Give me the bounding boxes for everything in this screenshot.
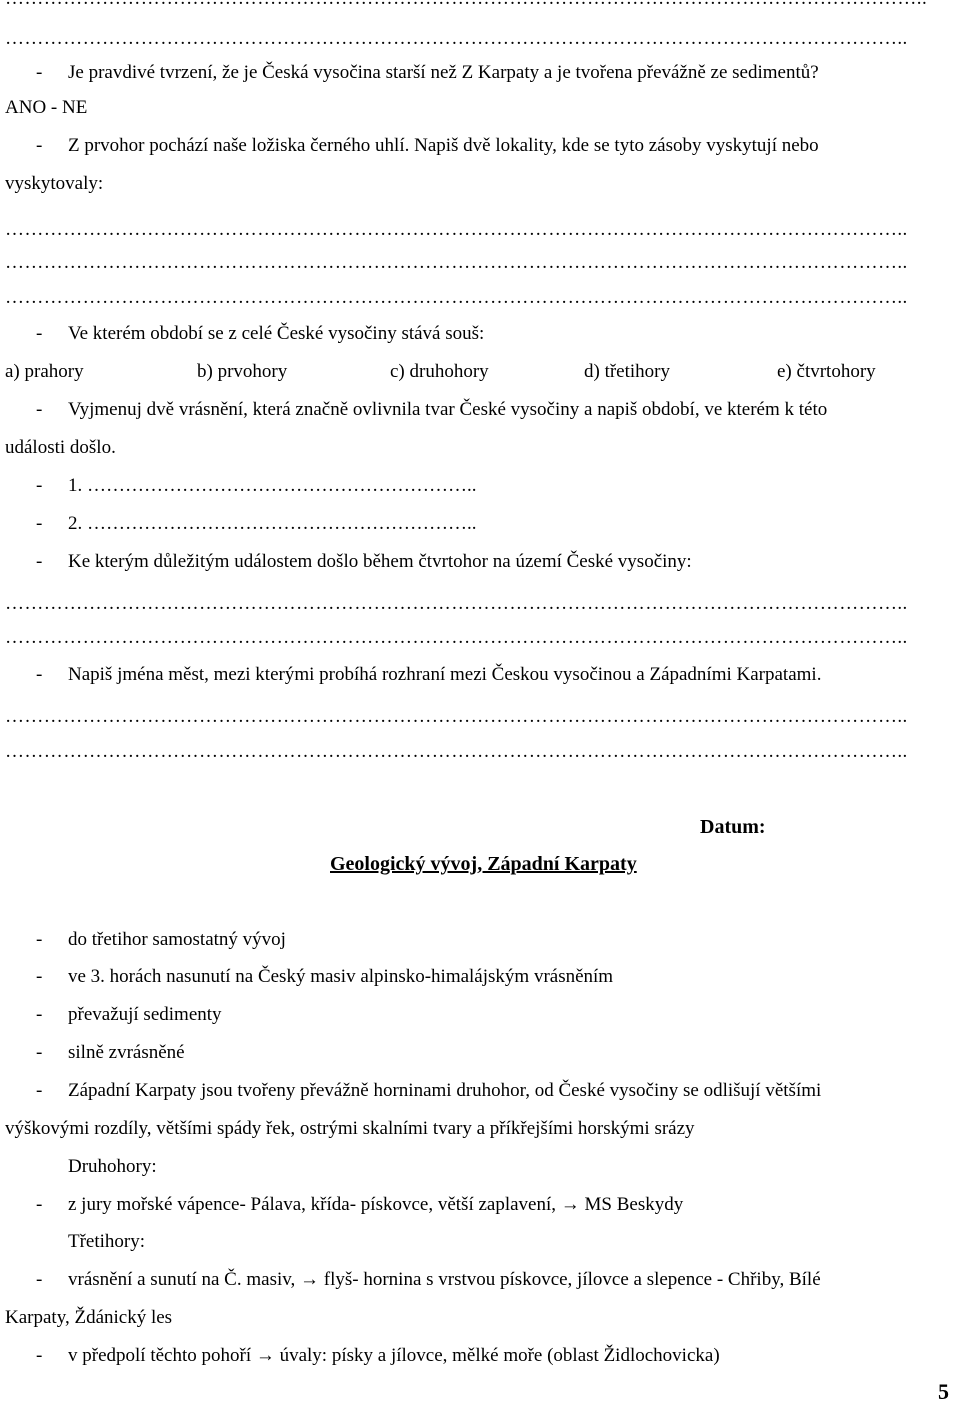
bullet-dash: - (36, 1194, 43, 1215)
question-4-text-cont: události došlo. (5, 437, 116, 458)
question-1-text: Je pravdivé tvrzení, že je Česká vysočina starší než Z Karpaty a je tvořena převážně ze sedimentů? (68, 62, 819, 83)
bullet-dash: - (36, 399, 43, 420)
bullet-dash: - (36, 323, 43, 344)
note-2: ve 3. horách nasunutí na Český masiv alpinsko-himalájským vrásněním (68, 966, 614, 987)
note-7-cont: Karpaty, Ždánický les (5, 1307, 173, 1328)
answer-dots-line: ………………………………………………………………………………………………………………………….. (5, 28, 908, 49)
option-c: c) druhohory (390, 361, 489, 382)
answer-dots-line: ………………………………………………………………………………………………………………………….. (5, 287, 908, 308)
druhohory-label: Druhohory: (68, 1156, 157, 1177)
note-3: převažují sedimenty (68, 1004, 222, 1025)
question-5-text: Ke kterým důležitým událostem došlo během čtvrtohor na území České vysočiny: (68, 551, 692, 572)
question-2-text: Z prvohor pochází naše ložiska černého uhlí. Napiš dvě lokality, kde se tyto zásoby vyskytují nebo (68, 135, 819, 156)
note-4: silně zvrásněné (68, 1042, 185, 1063)
bullet-dash: - (36, 1345, 43, 1366)
answer-dots-line: ………………………………………………………………………………………………………………………….. (5, 706, 908, 727)
question-6-text: Napiš jména měst, mezi kterými probíhá rozhraní mezi Českou vysočinou a Západními Karpatami. (68, 664, 822, 685)
note-5: Západní Karpaty jsou tvořeny převážně horninami druhohor, od České vysočiny se odlišují většími (68, 1080, 822, 1101)
bullet-dash: - (36, 551, 43, 572)
question-2-text-cont: vyskytovaly: (5, 173, 104, 194)
question-1-answer-options: ANO - NE (5, 97, 88, 118)
answer-dots-line: ………………………………………………………………………………………………………………………….. (5, 741, 908, 762)
bullet-dash: - (36, 664, 43, 685)
note-1: do třetihor samostatný vývoj (68, 929, 286, 950)
option-d: d) třetihory (584, 361, 671, 382)
answer-dots-line (5, 0, 955, 10)
note-8: v předpolí těchto pohoří → úvaly: písky a jílovce, mělké moře (oblast Židlochovicka) (68, 1345, 720, 1366)
bullet-dash: - (36, 929, 43, 950)
bullet-dash: - (36, 135, 43, 156)
bullet-dash: - (36, 475, 43, 496)
note-6: z jury mořské vápence- Pálava, křída- pískovce, větší zaplavení, → MS Beskydy (68, 1194, 684, 1215)
option-e: e) čtvrtohory (777, 361, 876, 382)
bullet-dash: - (36, 1080, 43, 1101)
answer-dots-line: ………………………………………………………………………………………………………………………….. (5, 627, 908, 648)
answer-dots-line: ………………………………………………………………………………………………………………………….. (5, 219, 908, 240)
question-4-item-2: 2. …………………………………………………….. (68, 513, 477, 534)
question-4-text: Vyjmenuj dvě vrásnění, která značně ovlivnila tvar České vysočiny a napiš období, ve kterém k této (68, 399, 828, 420)
datum-label: Datum: (700, 816, 766, 838)
question-3-text: Ve kterém období se z celé České vysočiny stává souš: (68, 323, 485, 344)
answer-dots-line: ………………………………………………………………………………………………………………………….. (5, 593, 908, 614)
option-b: b) prvohory (197, 361, 288, 382)
bullet-dash: - (36, 1004, 43, 1025)
note-7: vrásnění a sunutí na Č. masiv, → flyš- hornina s vrstvou pískovce, jílovce a slepence - Chřiby, Bílé (68, 1269, 821, 1290)
question-4-item-1: 1. …………………………………………………….. (68, 475, 477, 496)
bullet-dash: - (36, 1042, 43, 1063)
tretihory-label: Třetihory: (68, 1231, 146, 1252)
bullet-dash: - (36, 513, 43, 534)
option-a: a) prahory (5, 361, 84, 382)
note-5-cont: výškovými rozdíly, většími spády řek, ostrými skalními tvary a příkřejšími horskými srázy (5, 1118, 695, 1139)
bullet-dash: - (36, 966, 43, 987)
bullet-dash: - (36, 62, 43, 83)
section-title: Geologický vývoj, Západní Karpaty (330, 853, 637, 875)
page-number: 5 (938, 1379, 949, 1404)
bullet-dash: - (36, 1269, 43, 1290)
answer-dots-line: ………………………………………………………………………………………………………………………….. (5, 252, 908, 273)
